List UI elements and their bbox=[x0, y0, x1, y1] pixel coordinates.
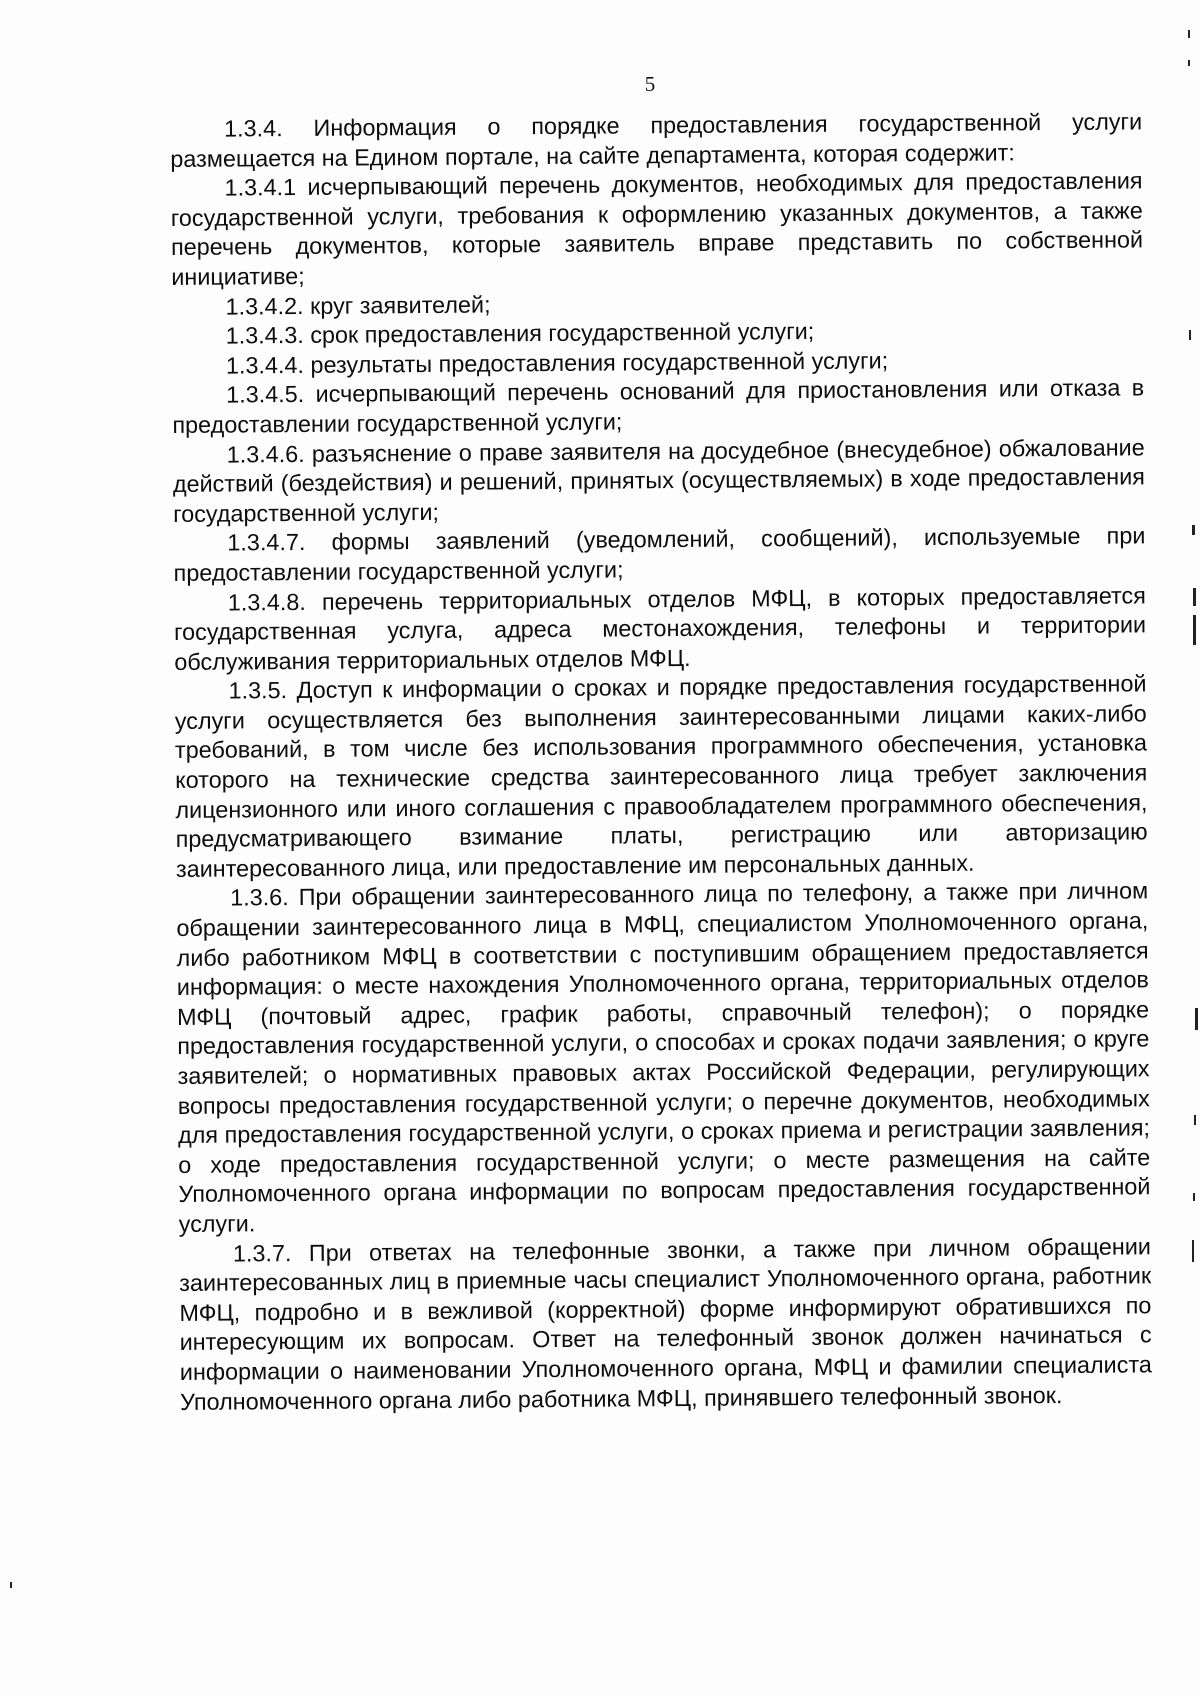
paragraph-1-3-4-4: 1.3.4.4. результаты предоставления государственной услуги; bbox=[225, 347, 889, 379]
scan-mark bbox=[1195, 1008, 1198, 1030]
paragraph-1-3-4-8: 1.3.4.8. перечень территориальных отделов МФЦ, в которых предоставляется государственная услуга, адреса местонахождения, телефоны и территории обслуживания территориальных отделов МФЦ. bbox=[173, 581, 1147, 675]
scan-mark bbox=[1193, 588, 1196, 606]
paragraph-1-3-4-7: 1.3.4.7. формы заявлений (уведомлений, сообщений), используемые при предоставлении государственной услуги; bbox=[173, 522, 1146, 586]
scan-mark bbox=[1188, 30, 1190, 38]
scan-mark bbox=[1193, 615, 1196, 645]
scan-mark bbox=[1188, 60, 1190, 66]
scan-mark bbox=[1192, 525, 1195, 535]
paragraph-1-3-4-5: 1.3.4.5. исчерпывающий перечень оснований для приостановления или отказа в предоставлении государственной услуги; bbox=[172, 374, 1145, 438]
paragraph-1-3-4-6: 1.3.4.6. разъяснение о праве заявителя на досудебное (внесудебное) обжалование действий (бездействия) и решений, принятых (осуществляемых) в ходе предоставления государственной услуги; bbox=[172, 433, 1145, 527]
scan-mark bbox=[1189, 330, 1191, 340]
paragraph-1-3-7: 1.3.7. При ответах на телефонные звонки, а также при личном обращении заинтересованных лиц в приемные часы специалист Уполномоченного органа, работник МФЦ, подробно и в вежливой (корректной) форме информируют обратившихся по интересующим их вопросам. Ответ на телефонный звонок должен начинаться с информации о наименовании Уполномоченного органа, МФЦ и фамилии специалиста Уполномоченного органа либо работника МФЦ, принявшего телефонный звонок. bbox=[179, 1232, 1152, 1415]
paragraph-1-3-4-1: 1.3.4.1 исчерпывающий перечень документов, необходимых для предоставления государственной услуги, требования к оформлению указанных документов, а также перечень документов, которые заявитель вправе представить по собственной инициативе; bbox=[170, 167, 1144, 290]
paragraph-1-3-4: 1.3.4. Информация о порядке предоставления государственной услуги размещается на Едином портале, на сайте департамента, которая содержит: bbox=[170, 108, 1143, 172]
paragraph-1-3-6: 1.3.6. При обращении заинтересованного лица по телефону, а также при личном обращении заинтересованного лица в МФЦ, специалистом Уполномоченного органа, либо работником МФЦ в соответствии с поступившим обращением предоставляется информация: о месте нахождения Уполномоченного органа, территориальных отделов МФЦ (почтовый адрес, график работы, справочный телефон); о порядке предоставления государственной услуги, о способах и сроках подачи заявления; о круге заявителей; о нормативных правовых актах Российской Федерации, регулирующих вопросы предоставления государственной услуги; о перечне документов, необходимых для предоставления государственной услуги, о сроках приема и регистрации заявления; о ходе предоставления государственной услуги; о месте размещения на сайте Уполномоченного органа информации по вопросам предоставления государственной услуги. bbox=[176, 877, 1151, 1237]
document-body bbox=[170, 107, 1152, 1417]
page-number: 5 bbox=[644, 72, 656, 96]
paragraph-1-3-5: 1.3.5. Доступ к информации о сроках и порядке предоставления государственной услуги осуществляется без выполнения заинтересованными лицами каких-либо требований, в том числе без использования программного обеспечения, установка которого на технические средства заинтересованного лица требует заключения лицензионного или иного соглашения с правообладателем программного обеспечения, предусматривающего взимание платы, регистрацию или авторизацию заинтересованного лица, или предоставление им персональных данных. bbox=[174, 670, 1148, 882]
paragraph-1-3-4-3: 1.3.4.3. срок предоставления государственной услуги; bbox=[225, 318, 815, 349]
scan-mark bbox=[1193, 1193, 1195, 1201]
scan-mark bbox=[1194, 1115, 1196, 1125]
scan-mark bbox=[1192, 1240, 1194, 1262]
scan-mark bbox=[10, 1582, 12, 1588]
paragraph-1-3-4-2: 1.3.4.2. круг заявителей; bbox=[225, 291, 491, 320]
